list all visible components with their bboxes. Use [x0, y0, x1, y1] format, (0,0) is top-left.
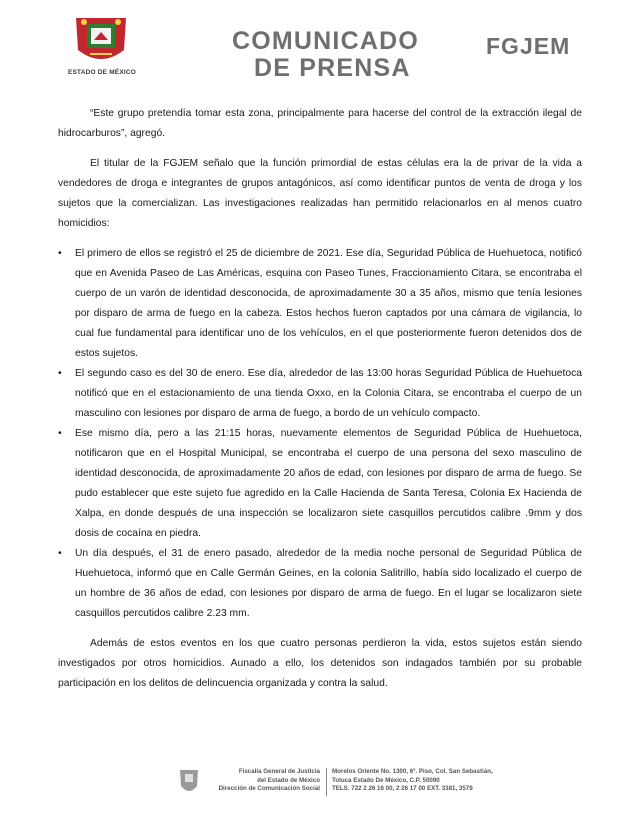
footer-seal-icon — [178, 768, 200, 798]
page-footer — [0, 764, 638, 824]
estado-label: ESTADO DE MÉXICO — [67, 69, 137, 76]
footer-line: Morelos Oriente No. 1300, 6º. Piso, Col. San Sebastián, — [332, 768, 493, 775]
list-item — [58, 364, 582, 424]
page-title — [232, 28, 419, 82]
bullet-icon: • — [58, 548, 62, 559]
bullet-icon: • — [58, 368, 62, 379]
list-item — [58, 424, 582, 544]
paragraph-1: “Este grupo pretendía tomar esta zona, principalmente para hacerse del control de la extracción ilegal de hidrocarburos”, agregó. — [58, 108, 582, 139]
footer-line: Toluca Estado De México, C.P. 50090 — [332, 776, 440, 784]
list-item-text: El primero de ellos se registró el 25 de diciembre de 2021. Ese día, Seguridad Pública de Huehuetoca, notificó que en Avenida Paseo de Las Américas, esquina con Paseo Tunes, Fraccionamiento Citara, se encontraba el cuerpo de un varón de identidad desconocida, de aproximadamente 30 a 35 años, mismo que tenía lesiones por disparo de arma de fuego en la cabeza. Estos hechos fueron captados por una cámara de vigilancia, lo cual fue fundamental para identificar uno de los vehículos, en el que posteriormente fueron detenidos dos de estos sujetos. — [75, 248, 582, 359]
brand-logo: FGJEM — [486, 33, 571, 59]
title-line-2: DE PRENSA — [254, 54, 411, 82]
footer-line: Fiscalía General de Justicia — [238, 768, 320, 775]
footer-line: Dirección de Comunicación Social — [218, 785, 320, 793]
bullet-icon: • — [58, 428, 62, 439]
title-line-1: COMUNICADO — [232, 27, 419, 55]
list-item-text: El segundo caso es del 30 de enero. Ese día, alrededor de las 13:00 horas Seguridad Pública de Huehuetoca notificó que en el estacionamiento de una tienda Oxxo, en la Colonia Citara, se encontraba el cuerpo de un masculino con lesiones por disparo de arma de fuego, a bordo de un vehículo compacto. — [75, 368, 582, 419]
bullet-icon: • — [58, 248, 62, 259]
press-release-body — [58, 104, 582, 704]
footer-line: TELS. 722 2 26 16 00, 2 26 17 00 EXT. 3381, 3579 — [332, 785, 473, 793]
list-item — [58, 544, 582, 624]
list-item — [58, 244, 582, 364]
footer-line: del Estado de México — [257, 776, 320, 784]
footer-institution — [206, 768, 320, 794]
list-item-text: Un día después, el 31 de enero pasado, alrededor de la media noche personal de Seguridad Pública de Huehuetoca, informó que en Calle Germán Geines, en la colonia Salitrillo, había sido localizado el cuerpo de un hombre de 36 años de edad, con lesiones por disparo de arma de fuego. En el lugar se localizaron siete casquillos percutidos calibre 2.23 mm. — [75, 548, 582, 619]
page-header — [0, 0, 638, 92]
homicides-list — [58, 244, 582, 624]
footer-divider — [326, 768, 327, 796]
footer-address — [332, 768, 532, 794]
list-item-text: Ese mismo día, pero a las 21:15 horas, nuevamente elementos de Seguridad Pública de Huehuetoca, notificaron que en el Hospital Municipal, se encontraba el cuerpo de una persona del sexo masculino de identidad desconocida, de aproximadamente 20 años de edad, con lesiones por disparo de arma de fuego. Se pudo establecer que este sujeto fue agredido en la Calle Hacienda de Santa Teresa, Colonia Ex Hacienda de Xalpa, en donde después de una inspección se localizaron siete casquillos percutidos calibre .9mm y dos dosis de cocaína en piedra. — [75, 428, 582, 539]
estado-de-mexico-seal-icon — [70, 10, 132, 68]
paragraph-3: Además de estos eventos en los que cuatro personas perdieron la vida, estos sujetos están siendo investigados por otros homicidios. Aunado a ello, los detenidos son indagados también por su probable participación en los delitos de delincuencia organizada y contra la salud. — [58, 638, 582, 689]
paragraph-2: El titular de la FGJEM señalo que la función primordial de estas células era la de privar de la vida a vendedores de droga e integrantes de grupos antagónicos, así como identificar puntos de venta de droga y los sujetos que la comercializan. Las investigaciones realizadas han permitido relacionarlos en al menos cuatro homicidios: — [58, 158, 582, 229]
